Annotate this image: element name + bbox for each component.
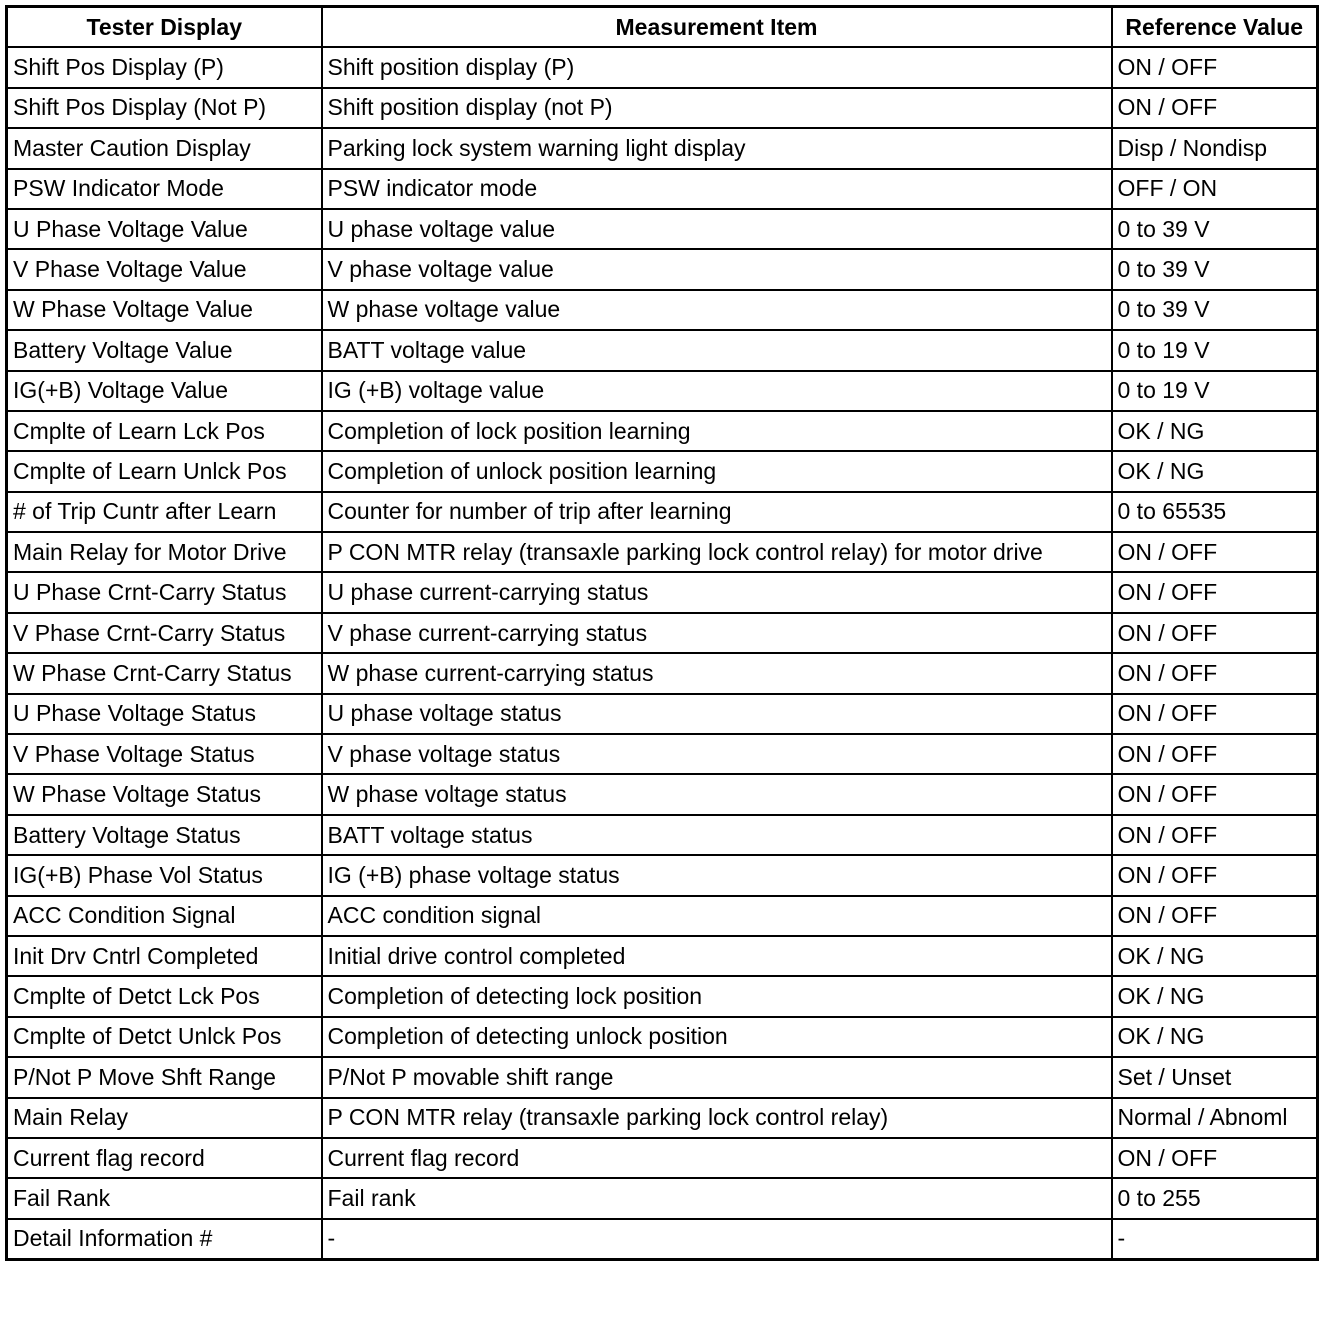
- cell-measurement-item: -: [322, 1219, 1112, 1260]
- cell-measurement-item: Completion of lock position learning: [322, 411, 1112, 451]
- table-body: [7, 47, 1318, 1259]
- cell-reference-value: -: [1112, 1219, 1318, 1260]
- cell-reference-value: 0 to 39 V: [1112, 290, 1318, 330]
- cell-tester-display: Current flag record: [7, 1138, 322, 1178]
- cell-tester-display: W Phase Voltage Status: [7, 774, 322, 814]
- cell-tester-display: W Phase Voltage Value: [7, 290, 322, 330]
- cell-measurement-item: U phase current-carrying status: [322, 572, 1112, 612]
- cell-measurement-item: Parking lock system warning light display: [322, 128, 1112, 168]
- cell-tester-display: V Phase Voltage Status: [7, 734, 322, 774]
- cell-reference-value: OK / NG: [1112, 936, 1318, 976]
- cell-measurement-item: IG (+B) voltage value: [322, 371, 1112, 411]
- data-table-container: [5, 5, 1319, 1261]
- table-row: [7, 47, 1318, 87]
- table-row: [7, 169, 1318, 209]
- table-row: [7, 330, 1318, 370]
- cell-reference-value: 0 to 19 V: [1112, 330, 1318, 370]
- cell-measurement-item: P/Not P movable shift range: [322, 1057, 1112, 1097]
- cell-reference-value: 0 to 39 V: [1112, 249, 1318, 289]
- table-row: [7, 411, 1318, 451]
- cell-measurement-item: BATT voltage value: [322, 330, 1112, 370]
- table-row: [7, 1098, 1318, 1138]
- cell-tester-display: Master Caution Display: [7, 128, 322, 168]
- cell-reference-value: ON / OFF: [1112, 572, 1318, 612]
- table-row: [7, 451, 1318, 491]
- cell-tester-display: Battery Voltage Value: [7, 330, 322, 370]
- cell-tester-display: Cmplte of Detct Lck Pos: [7, 976, 322, 1016]
- cell-measurement-item: Shift position display (P): [322, 47, 1112, 87]
- cell-tester-display: Cmplte of Learn Lck Pos: [7, 411, 322, 451]
- cell-measurement-item: Completion of unlock position learning: [322, 451, 1112, 491]
- cell-reference-value: OK / NG: [1112, 1017, 1318, 1057]
- cell-measurement-item: Completion of detecting lock position: [322, 976, 1112, 1016]
- cell-tester-display: U Phase Voltage Status: [7, 694, 322, 734]
- cell-tester-display: ACC Condition Signal: [7, 896, 322, 936]
- cell-reference-value: ON / OFF: [1112, 734, 1318, 774]
- cell-tester-display: W Phase Crnt-Carry Status: [7, 653, 322, 693]
- table-row: [7, 572, 1318, 612]
- table-row: [7, 128, 1318, 168]
- table-row: [7, 1219, 1318, 1260]
- cell-tester-display: Shift Pos Display (Not P): [7, 88, 322, 128]
- header-tester-display: Tester Display: [7, 7, 322, 48]
- table-row: [7, 734, 1318, 774]
- data-table: [5, 5, 1319, 1261]
- cell-measurement-item: W phase current-carrying status: [322, 653, 1112, 693]
- header-reference-value: Reference Value: [1112, 7, 1318, 48]
- table-header-row: [7, 7, 1318, 48]
- cell-measurement-item: V phase voltage status: [322, 734, 1112, 774]
- cell-reference-value: OK / NG: [1112, 451, 1318, 491]
- cell-measurement-item: W phase voltage status: [322, 774, 1112, 814]
- header-measurement-item: Measurement Item: [322, 7, 1112, 48]
- cell-reference-value: 0 to 65535: [1112, 492, 1318, 532]
- cell-reference-value: Normal / Abnoml: [1112, 1098, 1318, 1138]
- cell-measurement-item: V phase voltage value: [322, 249, 1112, 289]
- cell-measurement-item: Initial drive control completed: [322, 936, 1112, 976]
- cell-tester-display: P/Not P Move Shft Range: [7, 1057, 322, 1097]
- table-row: [7, 1057, 1318, 1097]
- table-row: [7, 1178, 1318, 1218]
- cell-reference-value: OK / NG: [1112, 411, 1318, 451]
- cell-tester-display: Main Relay for Motor Drive: [7, 532, 322, 572]
- cell-reference-value: ON / OFF: [1112, 613, 1318, 653]
- table-row: [7, 694, 1318, 734]
- cell-tester-display: PSW Indicator Mode: [7, 169, 322, 209]
- cell-measurement-item: W phase voltage value: [322, 290, 1112, 330]
- cell-reference-value: ON / OFF: [1112, 47, 1318, 87]
- cell-reference-value: Disp / Nondisp: [1112, 128, 1318, 168]
- cell-reference-value: ON / OFF: [1112, 896, 1318, 936]
- cell-tester-display: Battery Voltage Status: [7, 815, 322, 855]
- table-row: [7, 371, 1318, 411]
- cell-measurement-item: P CON MTR relay (transaxle parking lock control relay) for motor drive: [322, 532, 1112, 572]
- table-row: [7, 976, 1318, 1016]
- table-row: [7, 209, 1318, 249]
- cell-reference-value: ON / OFF: [1112, 855, 1318, 895]
- table-row: [7, 1017, 1318, 1057]
- cell-tester-display: Init Drv Cntrl Completed: [7, 936, 322, 976]
- table-row: [7, 290, 1318, 330]
- cell-tester-display: Main Relay: [7, 1098, 322, 1138]
- cell-reference-value: OFF / ON: [1112, 169, 1318, 209]
- cell-reference-value: ON / OFF: [1112, 88, 1318, 128]
- cell-tester-display: Cmplte of Detct Unlck Pos: [7, 1017, 322, 1057]
- cell-tester-display: Shift Pos Display (P): [7, 47, 322, 87]
- cell-reference-value: Set / Unset: [1112, 1057, 1318, 1097]
- table-row: [7, 815, 1318, 855]
- cell-reference-value: OK / NG: [1112, 976, 1318, 1016]
- cell-tester-display: Fail Rank: [7, 1178, 322, 1218]
- table-row: [7, 855, 1318, 895]
- table-row: [7, 492, 1318, 532]
- cell-measurement-item: BATT voltage status: [322, 815, 1112, 855]
- cell-tester-display: IG(+B) Phase Vol Status: [7, 855, 322, 895]
- cell-reference-value: ON / OFF: [1112, 1138, 1318, 1178]
- table-row: [7, 613, 1318, 653]
- cell-measurement-item: V phase current-carrying status: [322, 613, 1112, 653]
- cell-measurement-item: IG (+B) phase voltage status: [322, 855, 1112, 895]
- cell-reference-value: ON / OFF: [1112, 694, 1318, 734]
- cell-reference-value: ON / OFF: [1112, 532, 1318, 572]
- cell-tester-display: U Phase Voltage Value: [7, 209, 322, 249]
- cell-measurement-item: P CON MTR relay (transaxle parking lock control relay): [322, 1098, 1112, 1138]
- table-row: [7, 532, 1318, 572]
- table-row: [7, 249, 1318, 289]
- cell-tester-display: Detail Information #: [7, 1219, 322, 1260]
- table-row: [7, 896, 1318, 936]
- cell-reference-value: ON / OFF: [1112, 774, 1318, 814]
- cell-measurement-item: ACC condition signal: [322, 896, 1112, 936]
- table-row: [7, 88, 1318, 128]
- cell-tester-display: # of Trip Cuntr after Learn: [7, 492, 322, 532]
- cell-tester-display: U Phase Crnt-Carry Status: [7, 572, 322, 612]
- table-row: [7, 774, 1318, 814]
- cell-reference-value: 0 to 255: [1112, 1178, 1318, 1218]
- cell-tester-display: Cmplte of Learn Unlck Pos: [7, 451, 322, 491]
- cell-reference-value: ON / OFF: [1112, 815, 1318, 855]
- table-row: [7, 653, 1318, 693]
- cell-measurement-item: U phase voltage value: [322, 209, 1112, 249]
- cell-reference-value: 0 to 19 V: [1112, 371, 1318, 411]
- cell-measurement-item: Counter for number of trip after learning: [322, 492, 1112, 532]
- cell-measurement-item: Completion of detecting unlock position: [322, 1017, 1112, 1057]
- cell-tester-display: IG(+B) Voltage Value: [7, 371, 322, 411]
- cell-measurement-item: U phase voltage status: [322, 694, 1112, 734]
- cell-measurement-item: Fail rank: [322, 1178, 1112, 1218]
- cell-measurement-item: Shift position display (not P): [322, 88, 1112, 128]
- cell-tester-display: V Phase Voltage Value: [7, 249, 322, 289]
- cell-measurement-item: Current flag record: [322, 1138, 1112, 1178]
- cell-reference-value: ON / OFF: [1112, 653, 1318, 693]
- cell-tester-display: V Phase Crnt-Carry Status: [7, 613, 322, 653]
- cell-reference-value: 0 to 39 V: [1112, 209, 1318, 249]
- cell-measurement-item: PSW indicator mode: [322, 169, 1112, 209]
- table-row: [7, 1138, 1318, 1178]
- table-row: [7, 936, 1318, 976]
